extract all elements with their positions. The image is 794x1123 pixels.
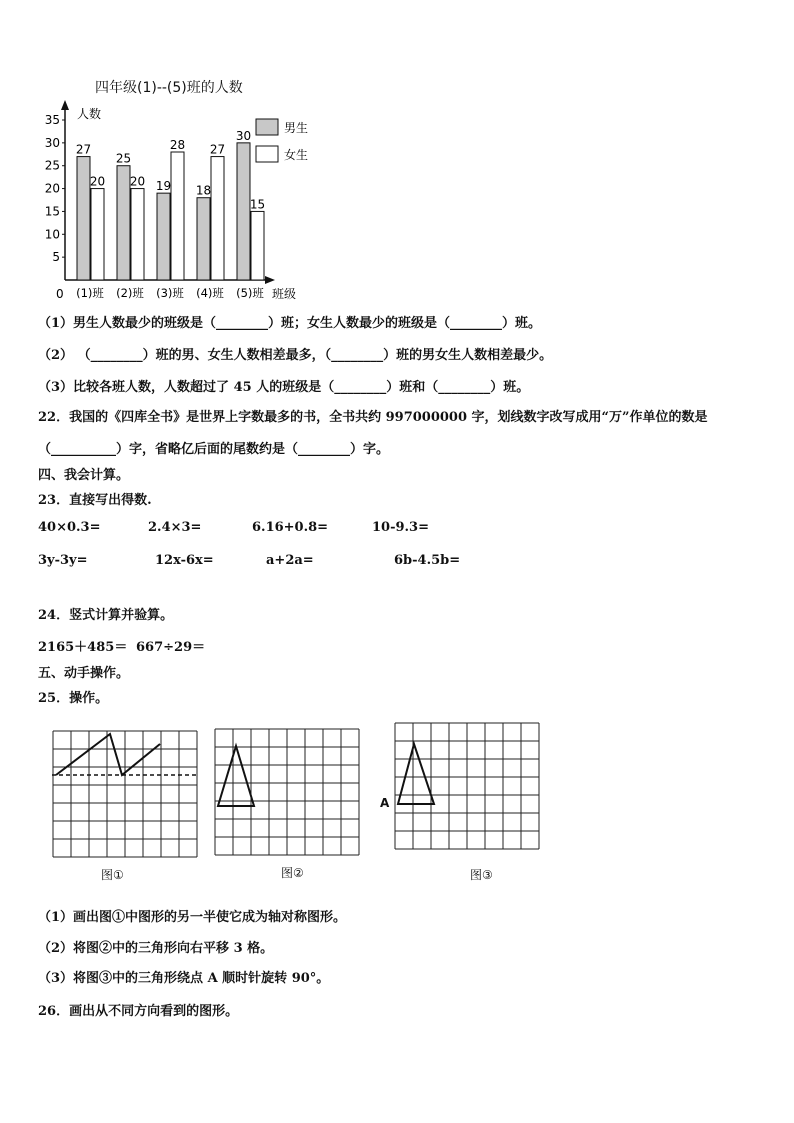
section-5-heading: 五、动手操作。 [38, 666, 130, 681]
q23-item: a+2a= [266, 553, 314, 568]
grid-label-1: 图① [101, 868, 124, 882]
y-axis-label: 人数 [77, 107, 102, 121]
x-axis-arrow [265, 276, 275, 284]
bar-value-label: 20 [89, 174, 106, 189]
grid-figure-2 [214, 728, 372, 856]
bar-value-label: 18 [195, 183, 212, 198]
q24-item: 667÷29＝ [136, 640, 206, 655]
bar-value-label: 20 [129, 174, 146, 189]
y-tick-label: 10 [44, 227, 60, 242]
q26-title: 26．画出从不同方向看到的图形。 [38, 1004, 239, 1019]
y-tick-label: 5 [52, 250, 60, 265]
bar-value-label: 15 [249, 197, 266, 212]
half-shape [56, 734, 160, 775]
bar-girls [251, 211, 264, 280]
y-tick-label: 25 [44, 158, 60, 173]
grid-label-2: 图② [281, 866, 304, 880]
x-tick-label: (3)班 [156, 286, 184, 300]
legend-swatch [256, 146, 278, 162]
q25-title: 25．操作。 [38, 691, 109, 706]
bar-chart [40, 70, 320, 305]
q21-part1: （1）男生人数最少的班级是（________）班；女生人数最少的班级是（________）班。 [38, 316, 542, 331]
q23-title: 23．直接写出得数. [38, 493, 152, 508]
section-4-heading: 四、我会计算。 [38, 468, 130, 483]
legend-label: 女生 [284, 148, 309, 162]
q23-item: 12x-6x= [155, 553, 214, 568]
q22-line1: 22．我国的《四库全书》是世界上字数最多的书，全书共约 997000000 字，划线数字改写成用“万”作单位的数是 [38, 410, 708, 425]
bar-value-label: 25 [115, 151, 132, 166]
bar-boys [77, 157, 90, 280]
bar-girls [211, 157, 224, 280]
q23-item: 3y-3y= [38, 553, 88, 568]
triangle [218, 746, 254, 806]
bar-girls [131, 189, 144, 280]
q21-part2: （2） （________）班的男、女生人数相差最多，（________）班的男女生人数相差最少。 [38, 348, 553, 363]
grid-label-3: 图③ [470, 868, 493, 882]
bar-girls [171, 152, 184, 280]
q23-item: 10-9.3= [372, 520, 429, 535]
point-a-label: A [380, 796, 390, 810]
x-tick-label: (5)班 [236, 286, 264, 300]
grid-figure-1 [52, 730, 202, 858]
bar-value-label: 27 [75, 142, 92, 157]
x-axis-label: 班级 [272, 287, 297, 301]
chart-title: 四年级(1)--(5)班的人数 [95, 80, 243, 96]
bar-value-label: 30 [235, 128, 252, 143]
legend-swatch [256, 119, 278, 135]
q25-part1: （1）画出图①中图形的另一半使它成为轴对称图形。 [38, 910, 347, 925]
q21-part3: （3）比较各班人数，人数超过了 45 人的班级是（________）班和（________）班。 [38, 380, 530, 395]
bar-girls [91, 189, 104, 280]
bar-value-label: 28 [169, 138, 186, 152]
y-tick-label: 20 [44, 181, 60, 196]
x-tick-label: (1)班 [76, 286, 104, 300]
q23-item: 6.16+0.8= [252, 520, 329, 535]
q24-item: 2165＋485＝ [38, 640, 128, 655]
legend-label: 男生 [284, 121, 309, 135]
q24-title: 24．竖式计算并验算。 [38, 608, 174, 623]
q22-line2: （__________）字，省略亿后面的尾数约是（________）字。 [38, 442, 390, 457]
x-tick-label: (4)班 [196, 286, 224, 300]
y-tick-label: 15 [44, 204, 60, 219]
bar-boys [237, 143, 250, 280]
y-axis-arrow [61, 100, 69, 110]
bar-boys [157, 193, 170, 280]
q23-item: 6b-4.5b= [394, 553, 461, 568]
x-tick-label: (2)班 [116, 286, 144, 300]
q23-item: 40×0.3= [38, 520, 101, 535]
bar-value-label: 27 [209, 142, 226, 157]
bar-boys [197, 198, 210, 280]
bar-value-label: 19 [155, 179, 172, 194]
q25-part3: （3）将图③中的三角形绕点 A 顺时针旋转 90°。 [38, 971, 330, 986]
grid-figure-3 [394, 722, 556, 856]
q23-item: 2.4×3= [148, 520, 202, 535]
q25-part2: （2）将图②中的三角形向右平移 3 格。 [38, 941, 274, 956]
y-tick-label: 35 [44, 113, 60, 127]
origin-label: 0 [56, 287, 64, 301]
bar-boys [117, 166, 130, 280]
y-tick-label: 30 [44, 135, 60, 150]
